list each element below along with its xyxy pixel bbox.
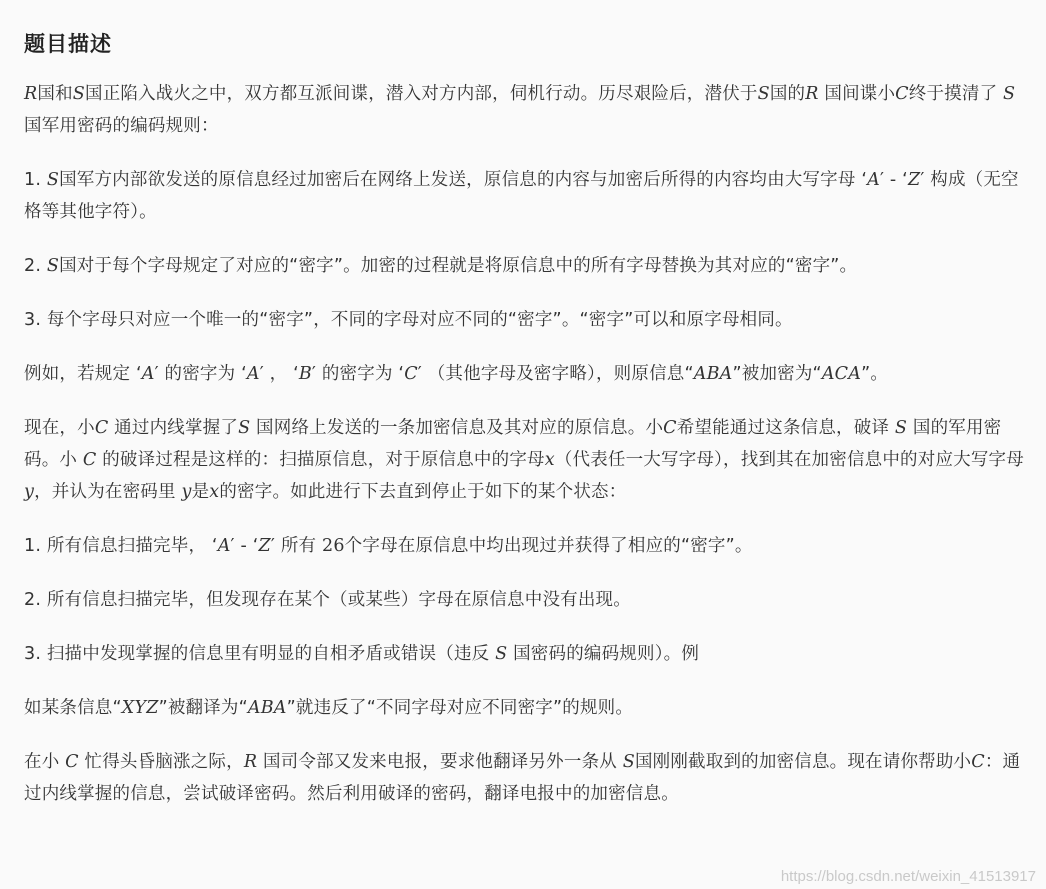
text-run: 国和	[37, 84, 73, 104]
math-symbol: B	[298, 364, 312, 384]
math-symbol: C	[404, 364, 418, 384]
text-run: 1. 所有信息扫描完毕， ‘	[24, 536, 218, 556]
text-run: ，并认为在密码里	[34, 482, 182, 502]
math-symbol: x	[544, 450, 555, 470]
math-symbol: XYZ	[121, 698, 159, 718]
text-run: 终于摸清了	[908, 84, 1004, 104]
math-symbol: R	[805, 84, 819, 104]
text-run: 国军用密码的编码规则：	[24, 116, 219, 136]
text-run: 忙得头昏脑涨之际，	[78, 752, 244, 772]
math-symbol: S	[1003, 84, 1016, 104]
paragraph	[24, 412, 1024, 508]
math-symbol: S	[46, 256, 60, 276]
math-symbol: y	[181, 482, 192, 502]
text-run: 如某条信息“	[24, 698, 122, 718]
problem-body	[24, 78, 1024, 810]
math-symbol: S	[46, 170, 60, 190]
text-run: 个字母在原信息中均出现过并获得了相应的“密字”。	[344, 536, 753, 556]
math-symbol: C	[895, 84, 909, 104]
math-symbol: A	[867, 170, 880, 190]
text-run: 现在，小	[24, 418, 95, 438]
text-run: 国军方内部欲发送的原信息经过加密后在网络上发送，原信息的内容与加密后所得的内容均由大写字母 ‘	[59, 170, 868, 190]
text-run: ”被加密为“	[732, 364, 822, 384]
math-symbol: y	[24, 482, 35, 502]
paragraph	[24, 638, 1024, 670]
math-symbol: S	[622, 752, 635, 772]
text-run: ′ - ‘	[879, 170, 908, 190]
math-symbol: A	[217, 536, 231, 556]
text-run: 国网络上发送的一条加密信息及其对应的原信息。小	[250, 418, 664, 438]
text-run: ′ 所有	[270, 536, 322, 556]
paragraph	[24, 304, 1024, 336]
text-run: 的破译过程是这样的：扫描原信息，对于原信息中的字母	[96, 450, 545, 470]
math-symbol: S	[72, 84, 85, 104]
math-symbol: R	[24, 84, 38, 104]
paragraph	[24, 250, 1024, 282]
text-run: ′ 构成（无空格等其他字符）。	[24, 170, 1019, 222]
text-run: 国司令部又发来电报，要求他翻译另外一条从	[257, 752, 623, 772]
math-symbol: S	[894, 418, 908, 438]
text-run: ′ - ‘	[230, 536, 259, 556]
text-run: 国间谍小	[818, 84, 896, 104]
math-symbol: C	[663, 418, 677, 438]
text-run: 国密码的编码规则）。例	[507, 644, 700, 664]
text-run: ”。	[861, 364, 889, 384]
text-run: 2. 所有信息扫描完毕，但发现存在某个（或某些）字母在原信息中没有出现。	[24, 590, 631, 610]
math-symbol: Z	[258, 536, 271, 556]
text-run: 1.	[24, 170, 47, 190]
math-symbol: ABA	[247, 698, 287, 718]
text-run: 国正陷入战火之中，双方都互派间谍，潜入对方内部，伺机行动。历尽艰险后，潜伏于	[85, 84, 758, 104]
math-symbol: C	[82, 450, 97, 470]
text-run: ′ （其他字母及密字略），则原信息“	[417, 364, 694, 384]
text-run: 例如，若规定 ‘	[24, 364, 142, 384]
text-run: 3. 每个字母只对应一个唯一的“密字”，不同的字母对应不同的“密字”。“密字”可以和原字母相同。	[24, 310, 793, 330]
text-run: 国对于每个字母规定了对应的“密字”。加密的过程就是将原信息中的所有字母替换为其对应的“密字”。	[59, 256, 858, 276]
paragraph	[24, 358, 1024, 390]
paragraph	[24, 746, 1024, 810]
text-run: 通过内线掌握了	[108, 418, 239, 438]
math-number: 26	[322, 536, 345, 556]
math-symbol: Z	[907, 170, 921, 190]
text-run: 国的	[769, 84, 806, 104]
section-title: 题目描述	[24, 32, 112, 56]
watermark: https://blog.csdn.net/weixin_41513917	[780, 868, 1036, 885]
math-symbol: A	[246, 364, 260, 384]
math-symbol: ACA	[821, 364, 862, 384]
text-run: （代表任一大写字母），找到其在加密信息中的对应大写字母	[554, 450, 1024, 470]
text-run: 希望能通过这条信息，破译	[676, 418, 895, 438]
text-run: 国刚刚截取到的加密信息。现在请你帮助小	[634, 752, 972, 772]
math-symbol: S	[757, 84, 770, 104]
paragraph	[24, 584, 1024, 616]
math-symbol: ABA	[693, 364, 733, 384]
math-symbol: A	[141, 364, 155, 384]
text-run: ”就违反了“不同字母对应不同密字”的规则。	[286, 698, 634, 718]
text-run: 在小	[24, 752, 66, 772]
text-run: 2.	[24, 256, 47, 276]
text-run: ′ ， ‘	[259, 364, 299, 384]
paragraph	[24, 164, 1024, 228]
math-symbol: C	[65, 752, 79, 772]
math-symbol: S	[238, 418, 251, 438]
paragraph	[24, 78, 1024, 142]
text-run: 3. 扫描中发现掌握的信息里有明显的自相矛盾或错误（违反	[24, 644, 496, 664]
text-run: 的密字。如此进行下去直到停止于如下的某个状态：	[219, 482, 627, 502]
math-symbol: S	[495, 644, 508, 664]
math-symbol: x	[209, 482, 220, 502]
paragraph	[24, 530, 1024, 562]
paragraph	[24, 692, 1024, 724]
text-run: ′ 的密字为 ‘	[311, 364, 405, 384]
text-run: 是	[191, 482, 210, 502]
math-symbol: C	[971, 752, 985, 772]
text-run: 国的军用密码。小	[24, 418, 1002, 470]
text-run: ”被翻译为“	[158, 698, 248, 718]
math-symbol: C	[94, 418, 109, 438]
math-symbol: R	[243, 752, 258, 772]
text-run: ：通过内线掌握的信息，尝试破译密码。然后利用破译的密码，翻译电报中的加密信息。	[24, 752, 1021, 804]
text-run: ′ 的密字为 ‘	[154, 364, 247, 384]
